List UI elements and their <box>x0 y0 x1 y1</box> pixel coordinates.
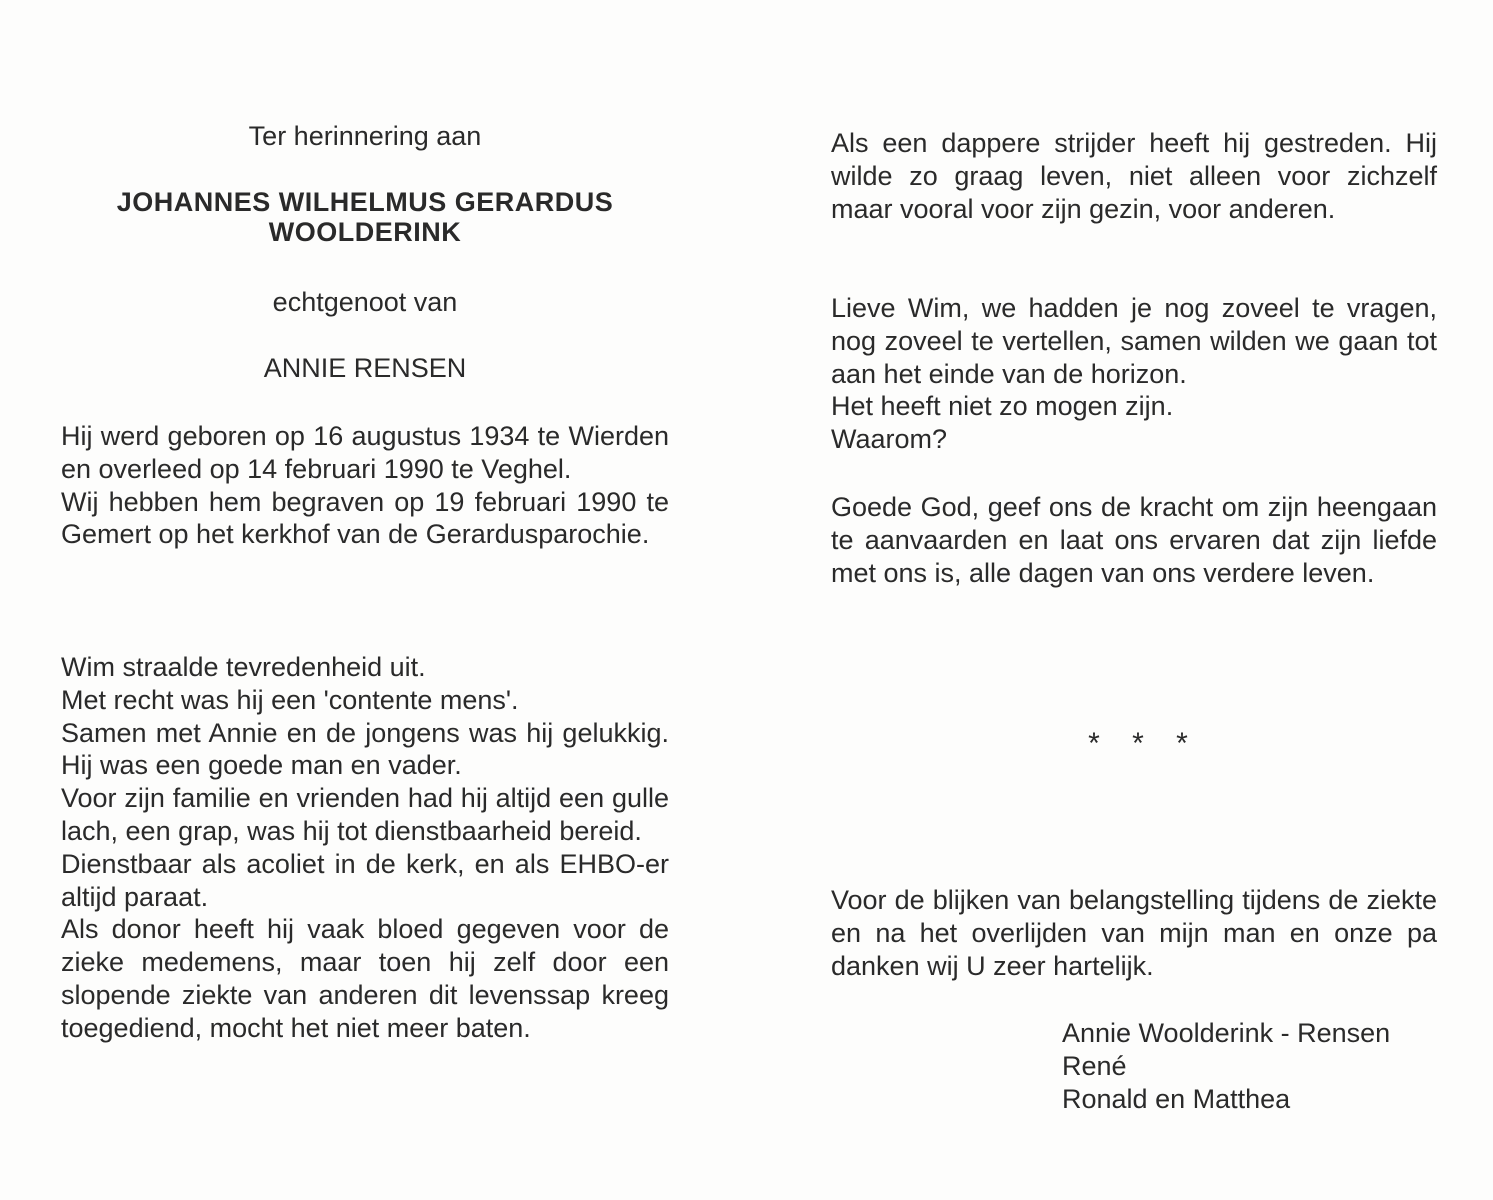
prayer <box>831 491 1437 589</box>
verse-1 <box>831 127 1437 225</box>
signer: Ronald en Matthea <box>1062 1083 1291 1114</box>
spouse-name: ANNIE RENSEN <box>263 353 467 383</box>
biography-block <box>61 420 669 551</box>
birth-paragraph: Hij werd geboren op 16 augustus 1934 te Wierden en overleed op 14 februari 1990 te Veghel. <box>61 421 669 484</box>
prayer-text: Goede God, geef ons de kracht om zijn heengaan te aanvaarden en laat ons ervaren dat zijn liefde met ons is, alle dagen van ons verdere leven. <box>831 492 1437 588</box>
tribute-block <box>61 651 669 1045</box>
tribute-line: Samen met Annie en de jongens was hij gelukkig. Hij was een goede man en vader. <box>61 717 669 781</box>
signer: René <box>1062 1050 1127 1081</box>
intro-text: Ter herinnering aan <box>248 121 482 151</box>
stars-divider: * * * <box>1088 727 1200 760</box>
verse-2-line: Lieve Wim, we hadden je nog zoveel te vragen, nog zoveel te vertellen, samen wilden we gaan tot aan het einde van de horizon. <box>831 293 1437 389</box>
burial-paragraph: Wij hebben hem begraven op 19 februari 1990 te Gemert op het kerkhof van de Gerardusparochie. <box>61 486 669 550</box>
deceased-name <box>61 187 669 247</box>
verse-2-line: Het heeft niet zo mogen zijn. <box>831 391 1174 422</box>
thanks-text: Voor de blijken van belangstelling tijdens de ziekte en na het overlijden van mijn man en onze pa danken wij U zeer hartelijk. <box>831 885 1437 981</box>
tribute-line: Voor zijn familie en vrienden had hij altijd een gulle lach, een grap, was hij tot dienstbaarheid bereid. <box>61 783 669 846</box>
verse-2-line: Waarom? <box>831 424 948 455</box>
tribute-line: Wim straalde tevredenheid uit. <box>61 652 426 682</box>
thanks <box>831 884 1437 982</box>
signer: Annie Woolderink - Rensen <box>1062 1018 1391 1048</box>
spouse-label: echtgenoot van <box>272 287 458 317</box>
signers <box>1062 1017 1390 1115</box>
name-line-2: WOOLDERINK <box>268 217 462 247</box>
name-line-1: JOHANNES WILHELMUS GERARDUS <box>116 187 614 217</box>
tribute-line: Met recht was hij een 'contente mens'. <box>61 684 519 715</box>
verse-2 <box>831 292 1437 456</box>
tribute-line: Als donor heeft hij vaak bloed gegeven voor de zieke medemens, maar toen hij zelf door een slopende ziekte van anderen dit levenssap kreeg toegediend, mocht het niet meer baten. <box>61 914 669 1043</box>
verse-1-text: Als een dappere strijder heeft hij gestreden. Hij wilde zo graag leven, niet alleen voor zichzelf maar vooral voor zijn gezin, voor anderen. <box>831 128 1437 224</box>
tribute-line: Dienstbaar als acoliet in de kerk, en als EHBO-er altijd paraat. <box>61 848 669 912</box>
